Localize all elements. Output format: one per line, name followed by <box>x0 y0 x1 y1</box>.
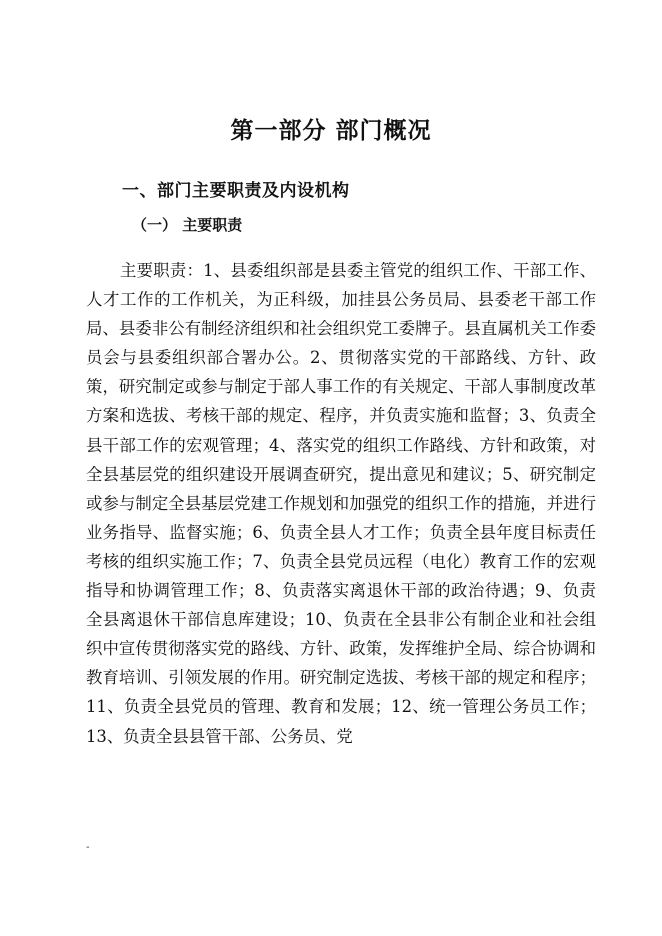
page-title: 第一部分 部门概况 <box>230 118 432 144</box>
subsection-heading: （一） 主要职责 <box>132 216 243 234</box>
footer-mark: - <box>86 842 90 853</box>
body-paragraph: 主要职责：1、县委组织部是县委主管党的组织工作、干部工作、人才工作的工作机关，为正科级，加挂县公务员局、县委老干部工作局、县委非公有制经济组织和社会组织党工委牌子。县直属机关工作委员会与县委组织部合署办公。2、贯彻落实党的干部路线、方针、政策，研究制定或参与制定于部人事工作的有关规定、干部人事制度改革方案和选拔、考核干部的规定、程序，并负责实施和监督；3、负责全县干部工作的宏观管理；4、落实党的组织工作路线、方针和政策，对全县基层党的组织建设开展调查研究，提出意见和建议；5、研究制定或参与制定全县基层党建工作规划和加强党的组织工作的措施，并进行业务指导、监督实施；6、负责全县人才工作；负责全县年度目标责任考核的组织实施工作；7、负责全县党员远程（电化）教育工作的宏观指导和协调管理工作；8、负责落实离退休干部的政治待遇；9、负责全县离退休干部信息库建设；10、负责在全县非公有制企业和社会组织中宣传贯彻落实党的路线、方针、政策，发挥维护全局、综合协调和教育培训、引领发展的作用。研究制定选拔、考核干部的规定和程序；11、负责全县党员的管理、教育和发展；12、统一管理公务员工作；13、负责全县县管干部、公务员、党 <box>86 261 596 746</box>
section-heading: 一、部门主要职责及内设机构 <box>122 181 350 201</box>
